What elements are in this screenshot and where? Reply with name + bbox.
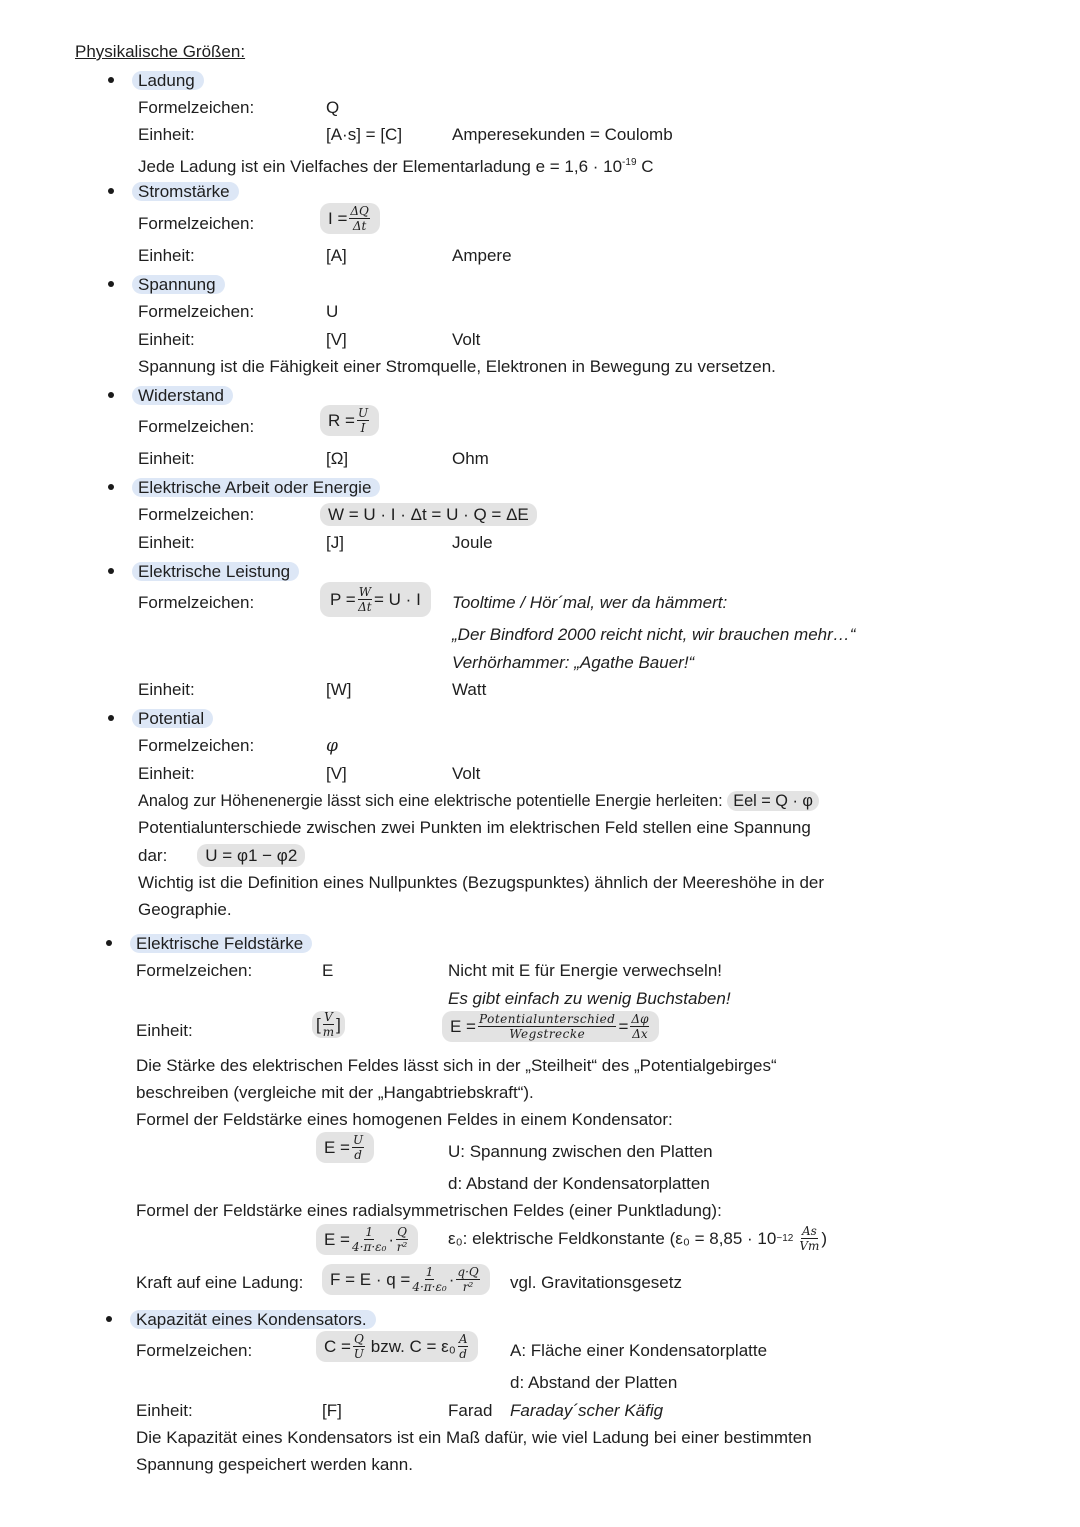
label-formelzeichen: Formelzeichen: [138, 417, 255, 436]
note-potential-3: dar: U = φ1 − φ2 [138, 845, 305, 867]
formula-radial-feld: E = $\frac{1}{\text{4·π·ε₀}}$ · $\frac{Q}{\text{r²}}$ [316, 1224, 418, 1255]
unit-arbeit: [J] [326, 533, 344, 552]
bullet-icon [108, 484, 114, 490]
radial-note: ε₀: elektrische Feldkonstante (ε₀ = 8,85 · 10 −12 $\frac{As}{Vm}$ ) [448, 1224, 828, 1253]
bullet-icon [106, 1316, 112, 1322]
label-formelzeichen: Formelzeichen: [136, 1341, 253, 1360]
bullet-icon [106, 940, 112, 946]
formula-potential-energy: Eel = Q · φ [727, 791, 819, 811]
note-ladung: Jede Ladung ist ein Vielfaches der Elementarladung $e = 1,6 \cdot 10^{-19}$ C [138, 157, 654, 176]
section-heading-ladung: Ladung [132, 71, 204, 90]
label-formelzeichen: Formelzeichen: [138, 593, 255, 612]
unit-note-kapazitaet: Faraday´scher Käfig [510, 1401, 664, 1420]
unit-ladung: [A·s] = [C] [326, 125, 403, 144]
unit-name-spannung: Volt [452, 330, 481, 349]
symbol-spannung: U [326, 302, 339, 321]
bullet-icon [108, 568, 114, 574]
label-einheit: Einheit: [138, 764, 195, 783]
section-heading-arbeit: Elektrische Arbeit oder Energie [132, 478, 380, 497]
unit-name-leistung: Watt [452, 680, 487, 699]
label-formelzeichen: Formelzeichen: [136, 961, 253, 980]
text-feldstaerke-1: Die Stärke des elektrischen Feldes lässt sich in der „Steilheit“ des „Potentialgebirges“ [136, 1056, 777, 1075]
label-einheit: Einheit: [138, 246, 195, 265]
label-formelzeichen: Formelzeichen: [138, 505, 255, 524]
label-einheit: Einheit: [138, 125, 195, 144]
note-leistung-1: Tooltime / Hör´mal, wer da hämmert: [452, 593, 728, 612]
text-feldstaerke-3: Formel der Feldstärke eines homogenen Feldes in einem Kondensator: [136, 1110, 673, 1129]
formula-kraft: F = E · q = $\frac{1}{\text{4·π·ε₀}}$ · $\frac{q\cdot Q}{\text{r²}}$ [322, 1264, 490, 1295]
unit-name-arbeit: Joule [452, 533, 493, 552]
text-feldstaerke-2: beschreiben (vergleiche mit der „Hangabtriebskraft“). [136, 1083, 534, 1102]
homog-note-2: d: Abstand der Kondensatorplatten [448, 1174, 710, 1193]
label-einheit: Einheit: [136, 1021, 193, 1040]
label-einheit: Einheit: [138, 330, 195, 349]
force-label: Kraft auf eine Ladung: [136, 1273, 304, 1292]
formula-widerstand: R = $\frac{U}{I}$ [320, 405, 379, 436]
label-formelzeichen: Formelzeichen: [138, 736, 255, 755]
note-leistung-2: „Der Bindford 2000 reicht nicht, wir brauchen mehr…“ [452, 625, 856, 644]
symbol-feldstaerke: E [322, 961, 334, 980]
force-note: vgl. Gravitationsgesetz [510, 1273, 682, 1292]
bullet-icon [108, 392, 114, 398]
section-heading-feldstaerke: Elektrische Feldstärke [130, 934, 312, 953]
section-heading-potential: Potential [132, 709, 213, 728]
unit-spannung: [V] [326, 330, 347, 349]
bullet-icon [108, 188, 114, 194]
note-leistung-3: Verhörhammer: „Agathe Bauer!“ [452, 653, 695, 672]
formula-homogenes-feld: E = $\frac{U}{d}$ [316, 1132, 374, 1163]
label-einheit: Einheit: [138, 680, 195, 699]
formula-kapazitaet: C = $\frac{Q}{U}$ bzw. C = ε₀ $\frac{A}{d}$ [316, 1331, 478, 1362]
page-title: Physikalische Größen: [75, 42, 246, 61]
formula-leistung: P = $\frac{W}{\Delta t}$ = U · I [320, 582, 431, 617]
note-potential-5: Geographie. [138, 900, 232, 919]
unit-kapazitaet: [F] [322, 1401, 342, 1420]
label-formelzeichen: Formelzeichen: [138, 98, 255, 117]
remark-feldstaerke-1: Nicht mit E für Energie verwechseln! [448, 961, 722, 980]
remark-feldstaerke-2: Es gibt einfach zu wenig Buchstaben! [448, 989, 731, 1008]
formula-arbeit: W = U · I · Δt = U · Q = ΔE [320, 503, 537, 526]
label-einheit: Einheit: [136, 1401, 193, 1420]
label-formelzeichen: Formelzeichen: [138, 214, 255, 233]
unit-name-widerstand: Ohm [452, 449, 489, 468]
note-potential-1: Analog zur Höhenenergie lässt sich eine elektrische potentielle Energie herleiten: Eel = Q · φ [138, 790, 819, 812]
label-einheit: Einheit: [138, 533, 195, 552]
unit-name-potential: Volt [452, 764, 481, 783]
label-einheit: Einheit: [138, 449, 195, 468]
label-formelzeichen: Formelzeichen: [138, 302, 255, 321]
symbol-potential: φ [326, 736, 338, 756]
unit-name-kapazitaet: Farad [448, 1401, 493, 1420]
unit-name-ladung: Amperesekunden = Coulomb [452, 125, 673, 144]
unit-feldstaerke: [ $\frac{V}{m}$ ] [312, 1011, 345, 1038]
unit-stromstaerke: [A] [326, 246, 347, 265]
section-heading-kapazitaet: Kapazität eines Kondensators. [130, 1310, 376, 1329]
note-kapazitaet-1: A: Fläche einer Kondensatorplatte [510, 1341, 768, 1360]
unit-widerstand: [Ω] [326, 449, 349, 468]
text-feldstaerke-4: Formel der Feldstärke eines radialsymmetrischen Feldes (einer Punktladung): [136, 1201, 722, 1220]
bullet-icon [108, 715, 114, 721]
note-spannung: Spannung ist die Fähigkeit einer Stromquelle, Elektronen in Bewegung zu versetzen. [138, 357, 776, 376]
formula-stromstaerke: I = $\frac{\Delta Q}{\Delta t}$ [320, 203, 380, 234]
unit-leistung: [W] [326, 680, 352, 699]
section-heading-leistung: Elektrische Leistung [132, 562, 299, 581]
formula-feldstaerke-definition: E = $\frac{\text{Potentialunterschied}}{\text{Wegstrecke}}$ = $\frac{\Delta\varphi}{\Delta x}$ [442, 1011, 659, 1042]
section-heading-stromstaerke: Stromstärke [132, 182, 239, 201]
unit-potential: [V] [326, 764, 347, 783]
bullet-icon [108, 77, 114, 83]
text-kapazitaet-2: Spannung gespeichert werden kann. [136, 1455, 413, 1474]
note-kapazitaet-2: d: Abstand der Platten [510, 1373, 678, 1392]
symbol-ladung: Q [326, 98, 340, 117]
formula-potential-difference: U = φ1 − φ2 [197, 844, 305, 867]
text-kapazitaet-1: Die Kapazität eines Kondensators ist ein Maß dafür, wie viel Ladung bei einer bestimmten [136, 1428, 812, 1447]
note-potential-2: Potentialunterschiede zwischen zwei Punkten im elektrischen Feld stellen eine Spannung [138, 818, 811, 837]
section-heading-spannung: Spannung [132, 275, 225, 294]
bullet-icon [108, 281, 114, 287]
unit-name-stromstaerke: Ampere [452, 246, 512, 265]
homog-note-1: U: Spannung zwischen den Platten [448, 1142, 713, 1161]
section-heading-widerstand: Widerstand [132, 386, 233, 405]
note-potential-4: Wichtig ist die Definition eines Nullpunktes (Bezugspunktes) ähnlich der Meereshöhe in der [138, 873, 825, 892]
